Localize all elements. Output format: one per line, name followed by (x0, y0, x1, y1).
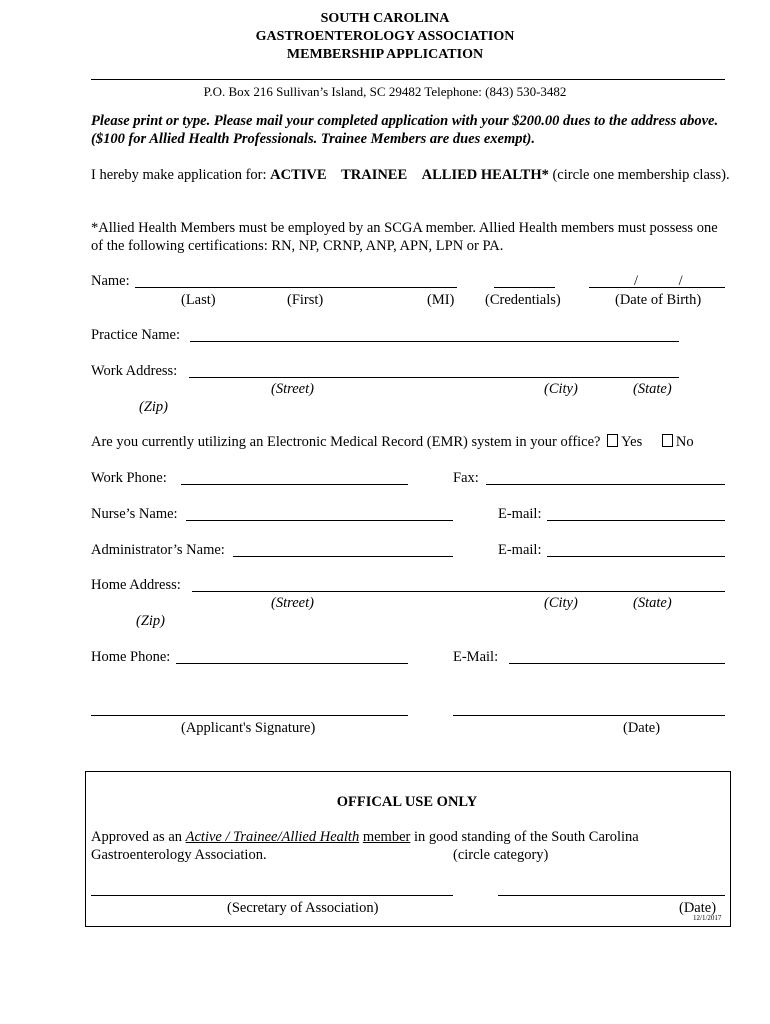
home-phone-field[interactable] (176, 663, 408, 664)
home-email-label: E-Mail: (453, 649, 499, 665)
administrator-email-label: E-mail: (498, 542, 542, 558)
nurse-name-label: Nurse’s Name: (91, 506, 178, 522)
application-prefix: I hereby make application for: (91, 167, 267, 183)
home-phone-label: Home Phone: (91, 649, 171, 665)
fax-label: Fax: (453, 470, 479, 486)
administrator-name-label: Administrator’s Name: (91, 542, 225, 558)
name-mi-caption: (MI) (427, 292, 455, 308)
applicant-signature-field[interactable] (91, 715, 408, 716)
home-address-field[interactable] (192, 591, 725, 592)
emr-yes-label: Yes (621, 434, 643, 450)
credentials-field[interactable] (494, 287, 555, 288)
header-line-2: GASTROENTEROLOGY ASSOCIATION (255, 29, 515, 44)
name-field[interactable] (135, 287, 457, 288)
form-version-date: 12/1/2017 (693, 914, 722, 922)
emr-no-checkbox[interactable] (662, 434, 673, 447)
allied-health-note: *Allied Health Members must be employed by an SCGA member. Allied Health members must possess one of the following certifications: RN, NP, CRNP, ANP, APN, LPN or PA. (91, 220, 718, 254)
header-address: P.O. Box 216 Sullivan’s Island, SC 29482 Telephone: (843) 530-3482 (203, 84, 567, 99)
home-address-label: Home Address: (91, 577, 181, 593)
emr-yes-checkbox[interactable] (607, 434, 618, 447)
secretary-signature-field[interactable] (91, 895, 453, 896)
work-phone-field[interactable] (181, 484, 408, 485)
official-use-title: OFFICAL USE ONLY (336, 794, 478, 810)
dob-slashes: / / (634, 273, 683, 289)
work-street-caption: (Street) (271, 381, 314, 397)
secretary-date-field[interactable] (498, 895, 725, 896)
approval-member: member (362, 829, 411, 845)
class-trainee[interactable]: TRAINEE (341, 167, 408, 183)
class-allied-health[interactable]: ALLIED HEALTH* (421, 167, 549, 183)
instructions: Please print or type. Please mail your completed application with your $200.00 dues to the address above. ($100 for Allied Health Professionals. Trainee Members are dues exempt). (91, 113, 719, 147)
header-divider (91, 79, 725, 80)
work-phone-label: Work Phone: (91, 470, 167, 486)
home-city-caption: (City) (544, 595, 578, 611)
home-email-field[interactable] (509, 663, 725, 664)
signature-date-field[interactable] (453, 715, 725, 716)
work-state-caption: (State) (633, 381, 672, 397)
approval-line-1 (91, 828, 639, 846)
approval-prefix: Approved as an (91, 829, 183, 845)
name-last-caption: (Last) (181, 292, 216, 308)
nurse-email-label: E-mail: (498, 506, 542, 522)
name-first-caption: (First) (287, 292, 324, 308)
signature-date-caption: (Date) (623, 720, 661, 736)
home-street-caption: (Street) (271, 595, 314, 611)
practice-name-field[interactable] (190, 341, 679, 342)
header-line-3: MEMBERSHIP APPLICATION (286, 47, 484, 62)
secretary-date-caption: (Date) (679, 900, 717, 916)
header-line-1: SOUTH CAROLINA (320, 11, 450, 26)
approval-association: Gastroenterology Association. (91, 847, 267, 863)
practice-name-label: Practice Name: (91, 327, 180, 343)
home-state-caption: (State) (633, 595, 672, 611)
approval-categories[interactable]: Active / Trainee/Allied Health (185, 829, 360, 845)
administrator-name-field[interactable] (233, 556, 453, 557)
nurse-email-field[interactable] (547, 520, 725, 521)
secretary-caption: (Secretary of Association) (227, 900, 379, 916)
applicant-signature-caption: (Applicant's Signature) (181, 720, 316, 736)
approval-circle-category: (circle category) (453, 847, 549, 863)
dob-caption: (Date of Birth) (615, 292, 702, 308)
home-zip-caption: (Zip) (136, 613, 165, 629)
name-label: Name: (91, 273, 130, 289)
class-active[interactable]: ACTIVE (270, 167, 327, 183)
credentials-caption: (Credentials) (485, 292, 561, 308)
emr-question-text: Are you currently utilizing an Electronic Medical Record (EMR) system in your office? (91, 434, 601, 450)
work-zip-caption: (Zip) (139, 399, 168, 415)
emr-question (91, 433, 694, 451)
approval-suffix: in good standing of the South Carolina (413, 829, 639, 845)
membership-class-paragraph (91, 166, 731, 184)
nurse-name-field[interactable] (186, 520, 453, 521)
administrator-email-field[interactable] (547, 556, 725, 557)
work-city-caption: (City) (544, 381, 578, 397)
emr-no-label: No (675, 434, 694, 450)
work-address-field[interactable] (189, 377, 679, 378)
fax-field[interactable] (486, 484, 725, 485)
application-suffix: (circle one membership class). (552, 167, 730, 183)
work-address-label: Work Address: (91, 363, 178, 379)
